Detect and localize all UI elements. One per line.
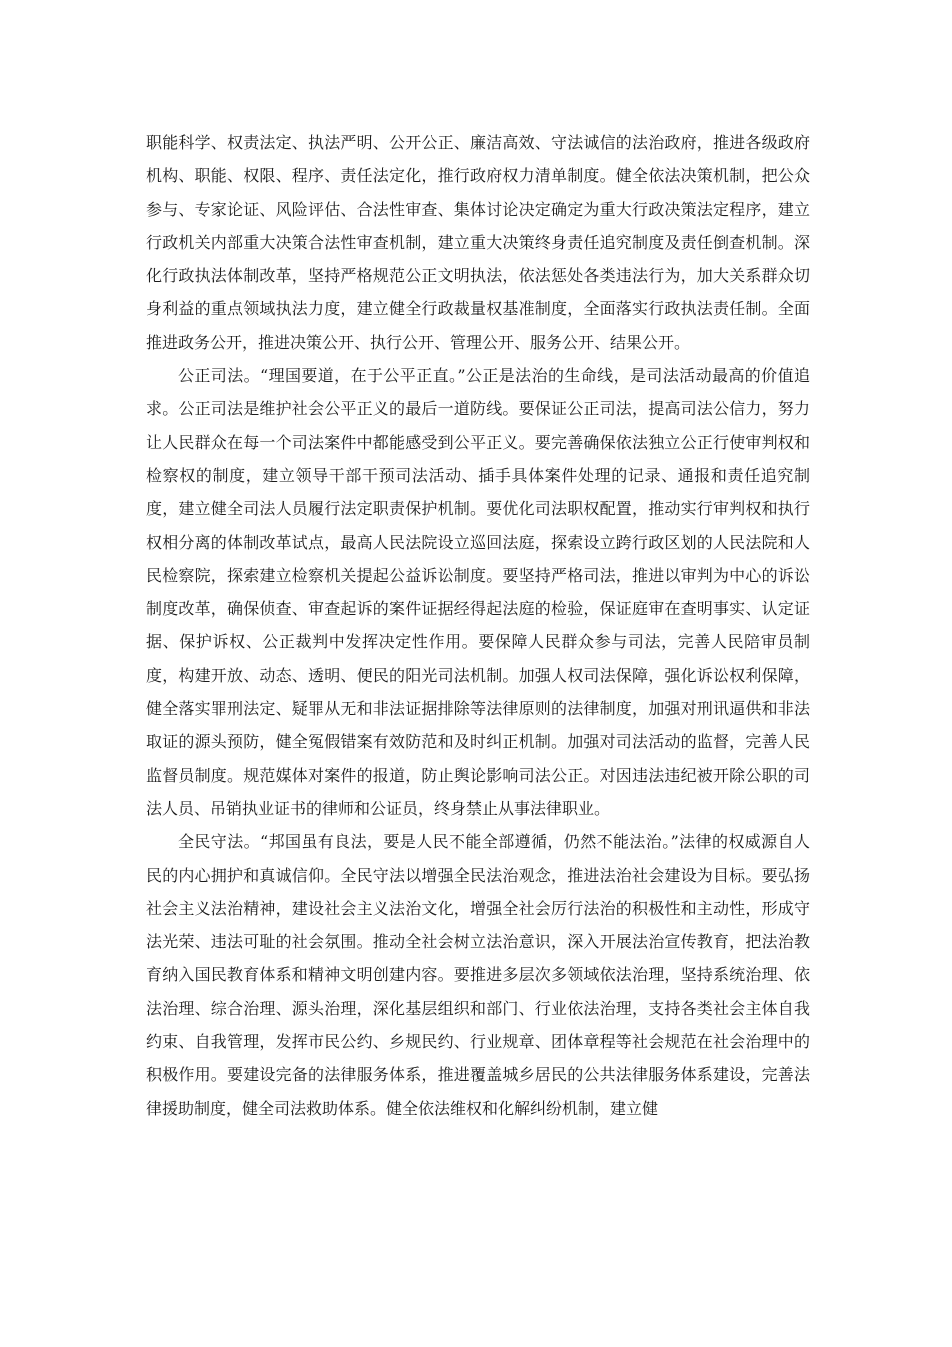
body-text [146,126,810,1125]
paragraph-universal-law-abiding: 全民守法。“邦国虽有良法，要是人民不能全部遵循，仍然不能法治。”法律的权威源自人民的内心拥护和真诚信仰。全民守法以增强全民法治观念，推进法治社会建设为目标。要弘扬社会主义法治精神，建设社会主义法治文化，增强全社会厉行法治的积极性和主动性，形成守法光荣、违法可耻的社会氛围。推动全社会树立法治意识，深入开展法治宣传教育，把法治教育纳入国民教育体系和精神文明创建内容。要推进多层次多领域依法治理，坚持系统治理、依法治理、综合治理、源头治理，深化基层组织和部门、行业依法治理，支持各类社会主体自我约束、自我管理，发挥市民公约、乡规民约、行业规章、团体章程等社会规范在社会治理中的积极作用。要建设完备的法律服务体系，推进覆盖城乡居民的公共法律服务体系建设，完善法律援助制度，健全司法救助体系。健全依法维权和化解纠纷机制，建立健 [146,832,810,1118]
paragraph-law-government: 职能科学、权责法定、执法严明、公开公正、廉洁高效、守法诚信的法治政府，推进各级政府机构、职能、权限、程序、责任法定化，推行政府权力清单制度。健全依法决策机制，把公众参与、专家论证、风险评估、合法性审查、集体讨论决定确定为重大行政决策法定程序，建立行政机关内部重大决策合法性审查机制，建立重大决策终身责任追究制度及责任倒查机制。深化行政执法体制改革，坚持严格规范公正文明执法，依法惩处各类违法行为，加大关系群众切身利益的重点领域执法力度，建立健全行政裁量权基准制度，全面落实行政执法责任制。全面推进政务公开，推进决策公开、执行公开、管理公开、服务公开、结果公开。 [146,133,810,352]
paragraph-fair-justice: 公正司法。“理国要道，在于公平正直。”公正是法治的生命线，是司法活动最高的价值追求。公正司法是维护社会公平正义的最后一道防线。要保证公正司法，提高司法公信力，努力让人民群众在每一个司法案件中都能感受到公平正义。要完善确保依法独立公正行使审判权和检察权的制度，建立领导干部干预司法活动、插手具体案件处理的记录、通报和责任追究制度，建立健全司法人员履行法定职责保护机制。要优化司法职权配置，推动实行审判权和执行权相分离的体制改革试点，最高人民法院设立巡回法庭，探索设立跨行政区划的人民法院和人民检察院，探索建立检察机关提起公益诉讼制度。要坚持严格司法，推进以审判为中心的诉讼制度改革，确保侦查、审查起诉的案件证据经得起法庭的检验，保证庭审在查明事实、认定证据、保护诉权、公正裁判中发挥决定性作用。要保障人民群众参与司法，完善人民陪审员制度，构建开放、动态、透明、便民的阳光司法机制。加强人权司法保障，强化诉讼权利保障，健全落实罪刑法定、疑罪从无和非法证据排除等法律原则的法律制度，加强对刑讯逼供和非法取证的源头预防，健全冤假错案有效防范和及时纠正机制。加强对司法活动的监督，完善人民监督员制度。规范媒体对案件的报道，防止舆论影响司法公正。对因违法违纪被开除公职的司法人员、吊销执业证书的律师和公证员，终身禁止从事法律职业。 [146,366,810,818]
